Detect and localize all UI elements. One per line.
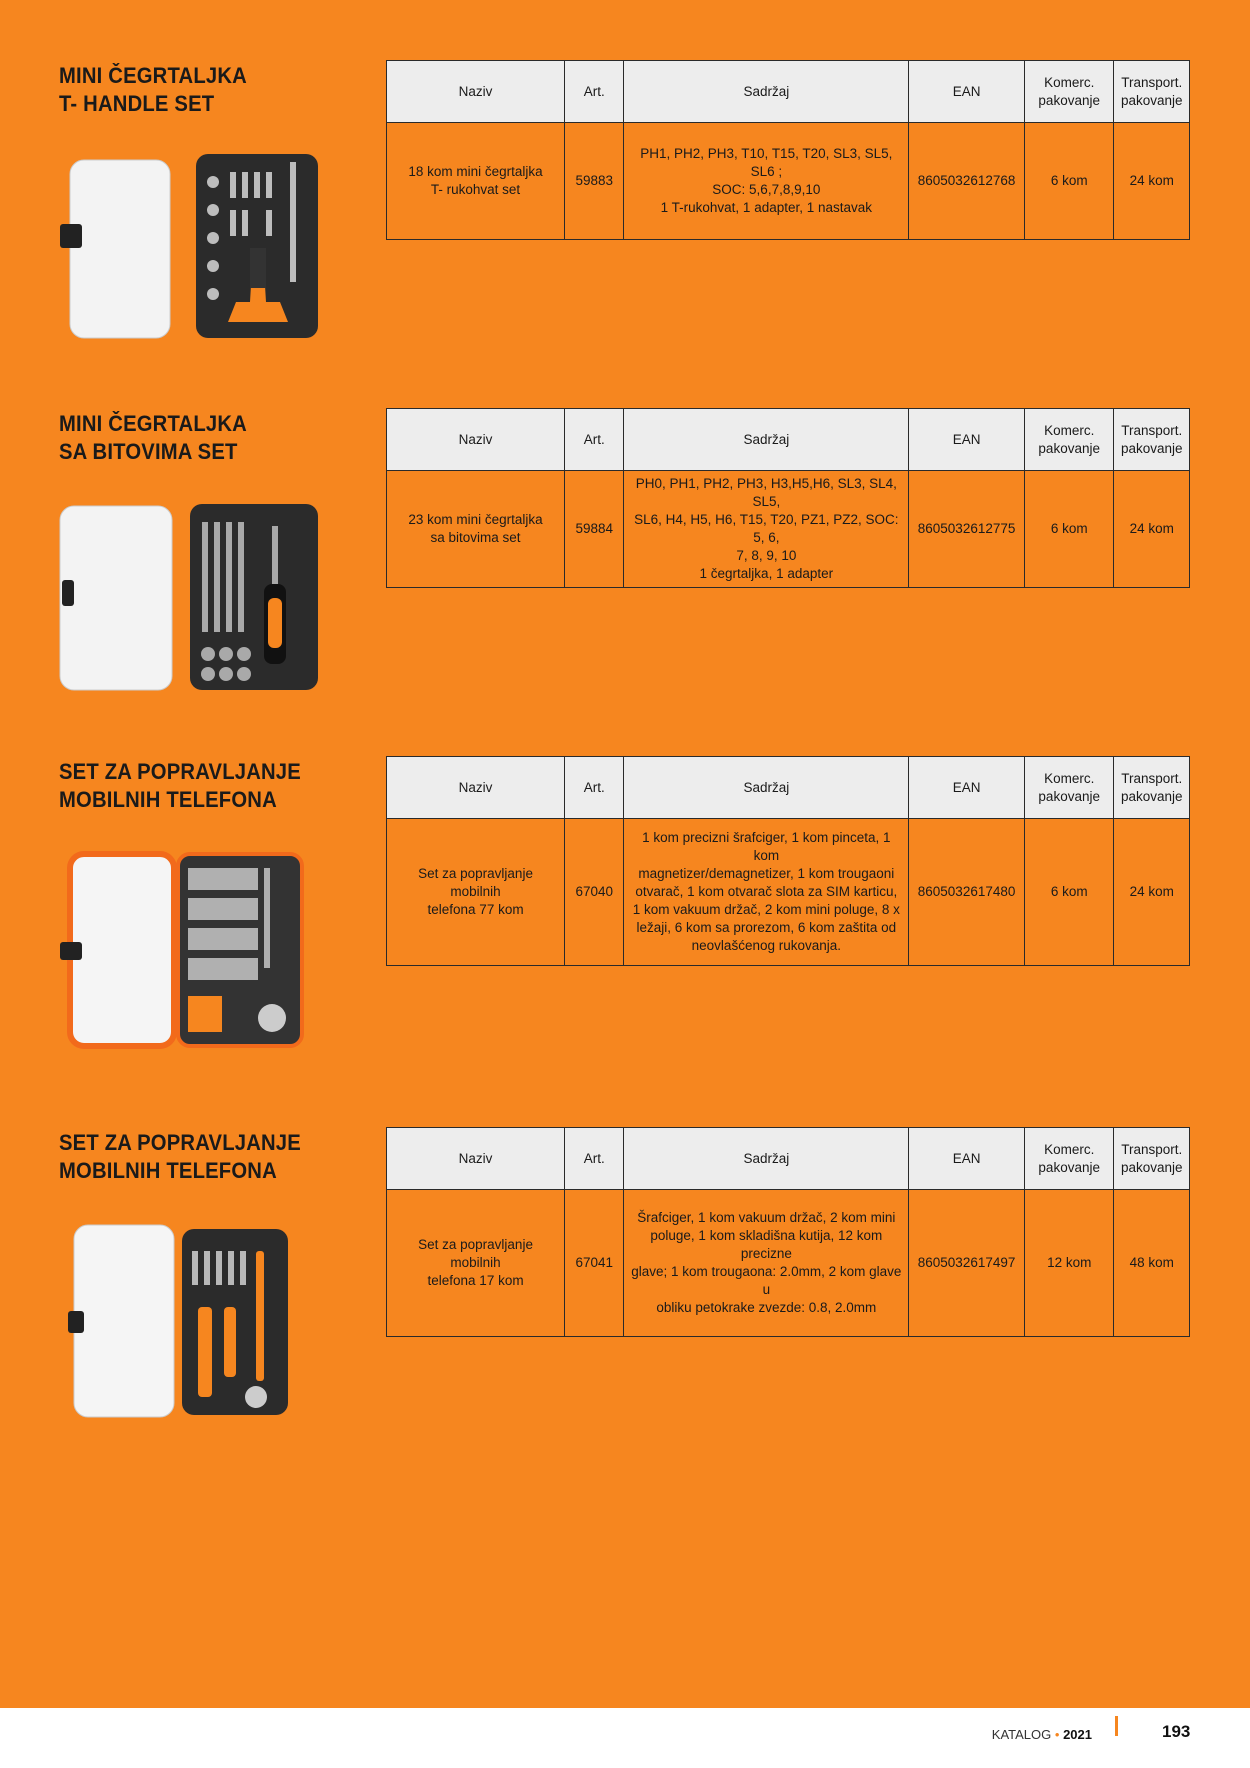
cell-art: 59883 [565,123,624,240]
table-row [387,123,1190,240]
cell-ean: 8605032612768 [909,123,1025,240]
title-line-2: MOBILNIH TELEFONA [59,1158,277,1183]
product-image-ratchet-t-handle-set [58,152,328,342]
cell-transport: 24 kom [1114,819,1190,966]
header-transport: Transport. pakovanje [1114,757,1190,819]
table-row [387,819,1190,966]
table-row [387,471,1190,588]
header-naziv: Naziv [387,1128,565,1190]
cell-naziv: 23 kom mini čegrtaljka sa bitovima set [387,471,565,588]
cell-art: 59884 [565,471,624,588]
title-line-2: SA BITOVIMA SET [59,439,238,464]
cell-transport: 24 kom [1114,471,1190,588]
header-sadrzaj: Sadržaj [624,61,909,123]
cell-naziv: Set za popravljanje mobilnih telefona 17 kom [387,1190,565,1337]
header-transport: Transport. pakovanje [1114,1128,1190,1190]
page-footer [0,1708,1250,1768]
table-row [387,1190,1190,1337]
catalog-word: KATALOG [991,1727,1052,1742]
table-header-row [387,61,1190,123]
spec-table [386,756,1190,966]
section-title [59,1129,301,1185]
header-transport: Transport. pakovanje [1114,61,1190,123]
header-sadrzaj: Sadržaj [624,757,909,819]
cell-ean: 8605032612775 [909,471,1025,588]
cell-komerc: 6 kom [1024,819,1114,966]
cell-komerc: 6 kom [1024,471,1114,588]
catalog-year: 2021 [1063,1727,1092,1742]
product-image-phone-repair-77-set [58,850,308,1050]
cell-sadrzaj: Šrafciger, 1 kom vakuum držač, 2 kom mini poluge, 1 kom skladišna kutija, 12 kom precizne glave; 1 kom trougaona: 2.0mm, 2 kom glave u obliku petokrake zvezde: 0.8, 2.0mm [624,1190,909,1337]
cell-naziv: 18 kom mini čegrtaljka T- rukohvat set [387,123,565,240]
cell-sadrzaj: PH0, PH1, PH2, PH3, H3,H5,H6, SL3, SL4, SL5, SL6, H4, H5, H6, T15, T20, PZ1, PZ2, SOC: 5, 6, 7, 8, 9, 10 1 čegrtaljka, 1 adapter [624,471,909,588]
header-naziv: Naziv [387,61,565,123]
header-ean: EAN [909,409,1025,471]
header-komerc: Komerc. pakovanje [1024,409,1114,471]
cell-art: 67040 [565,819,624,966]
cell-art: 67041 [565,1190,624,1337]
spec-table [386,408,1190,588]
table-header-row [387,757,1190,819]
cell-naziv: Set za popravljanje mobilnih telefona 77 kom [387,819,565,966]
table-header-row [387,409,1190,471]
spec-table [386,1127,1190,1337]
section-title [59,62,247,118]
section-title [59,410,247,466]
header-naziv: Naziv [387,757,565,819]
title-line-2: T- HANDLE SET [59,91,215,116]
title-line-1: SET ZA POPRAVLJANJE [59,1130,301,1155]
header-sadrzaj: Sadržaj [624,409,909,471]
header-naziv: Naziv [387,409,565,471]
title-line-1: MINI ČEGRTALJKA [59,63,247,88]
header-komerc: Komerc. pakovanje [1024,757,1114,819]
cell-sadrzaj: 1 kom precizni šrafciger, 1 kom pinceta, 1 kom magnetizer/demagnetizer, 1 kom trougaoni otvarač, 1 kom otvarač slota za SIM karticu, 1 kom vakuum držač, 2 kom mini poluge, 8 x ležaji, 6 kom sa prorezom, 6 kom zaštita od neovlašćenog rukovanja. [624,819,909,966]
product-image-phone-repair-17-set [58,1221,298,1421]
catalog-label [992,1727,1092,1742]
header-art: Art. [565,61,624,123]
header-ean: EAN [909,61,1025,123]
cell-ean: 8605032617497 [909,1190,1025,1337]
cell-transport: 48 kom [1114,1190,1190,1337]
product-image-ratchet-bit-set [58,502,328,692]
cell-ean: 8605032617480 [909,819,1025,966]
header-art: Art. [565,757,624,819]
header-ean: EAN [909,757,1025,819]
header-art: Art. [565,409,624,471]
section-title [59,758,301,814]
title-line-1: MINI ČEGRTALJKA [59,411,247,436]
page-number: 193 [1162,1722,1191,1741]
header-komerc: Komerc. pakovanje [1024,61,1114,123]
header-art: Art. [565,1128,624,1190]
header-komerc: Komerc. pakovanje [1024,1128,1114,1190]
header-ean: EAN [909,1128,1025,1190]
header-transport: Transport. pakovanje [1114,409,1190,471]
title-line-2: MOBILNIH TELEFONA [59,787,277,812]
cell-transport: 24 kom [1114,123,1190,240]
footer-divider [1115,1716,1118,1736]
header-sadrzaj: Sadržaj [624,1128,909,1190]
spec-table [386,60,1190,240]
title-line-1: SET ZA POPRAVLJANJE [59,759,301,784]
cell-komerc: 6 kom [1024,123,1114,240]
cell-komerc: 12 kom [1024,1190,1114,1337]
cell-sadrzaj: PH1, PH2, PH3, T10, T15, T20, SL3, SL5, SL6 ; SOC: 5,6,7,8,9,10 1 T-rukohvat, 1 adapter, 1 nastavak [624,123,909,240]
separator-dot: • [1054,1727,1060,1742]
table-header-row [387,1128,1190,1190]
